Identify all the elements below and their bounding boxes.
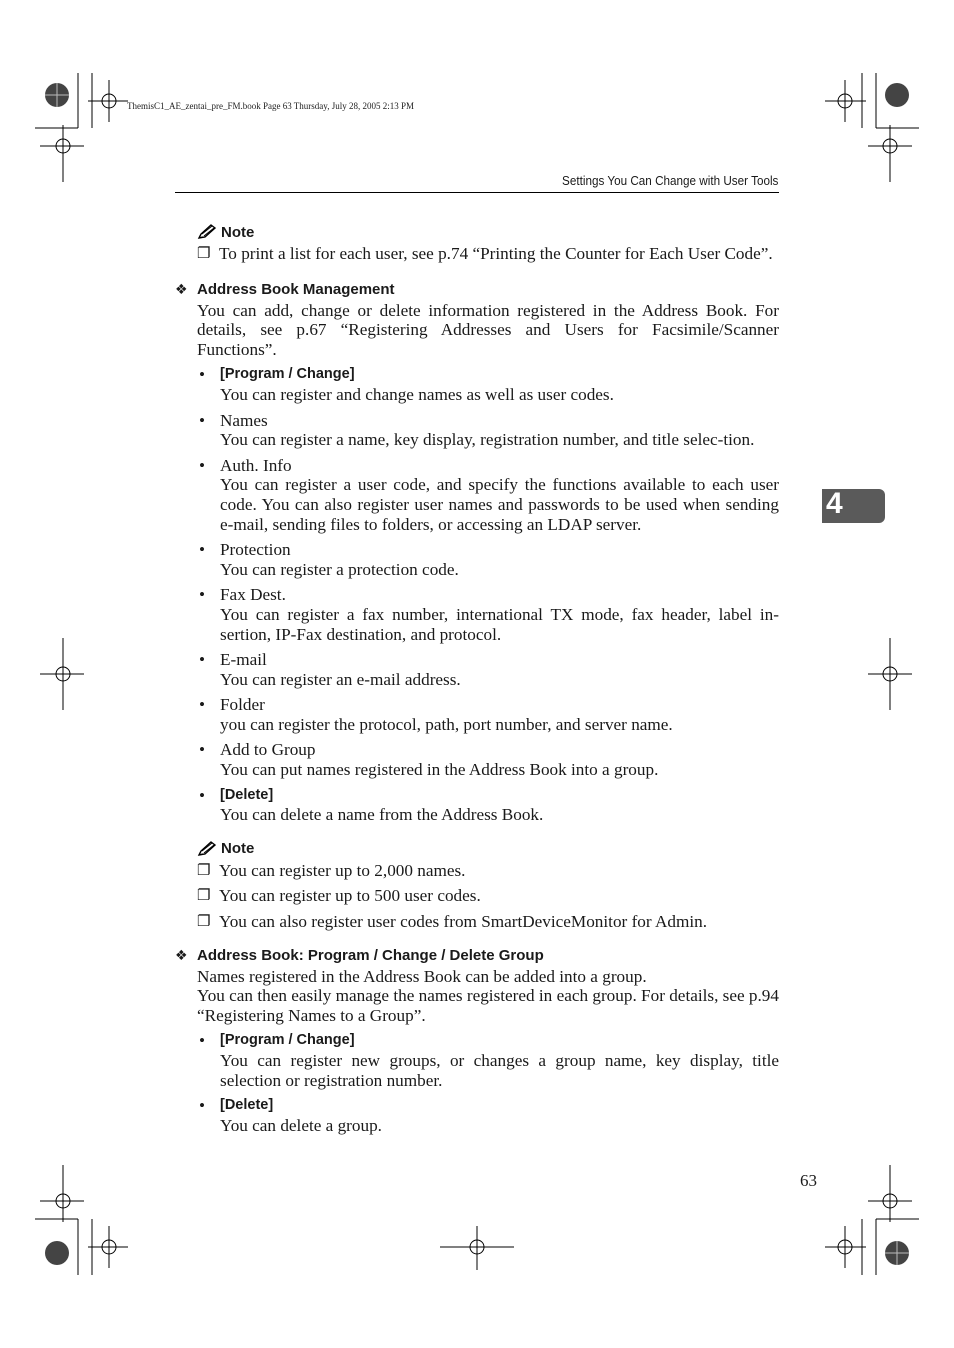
note-text: You can register up to 2,000 names. [219, 860, 466, 880]
section-title: Address Book: Program / Change / Delete Group [197, 947, 544, 965]
item-desc: you can register the protocol, path, port number, and server name. [220, 714, 673, 734]
item-title: Add to Group [220, 740, 316, 760]
section-intro: You can add, change or delete information registered in the Address Book. For details, see p.67 “Registering Addresses and Users for Facsimile/Scanner Functions”. [197, 300, 779, 359]
note-heading [197, 220, 779, 244]
key-label: [Program / Change] [220, 366, 355, 383]
pencil-note-icon [197, 224, 217, 240]
item-desc: You can put names registered in the Address Book into a group. [220, 760, 659, 780]
item-title: Protection [220, 540, 291, 560]
key-label: [Delete] [220, 1097, 274, 1114]
bullet-icon: • [199, 740, 206, 760]
item-title: Fax Dest. [220, 585, 286, 605]
checkbox-icon: ❐ [197, 860, 211, 879]
note-text: You can register up to 500 user codes. [219, 886, 481, 906]
bullet-icon: • [199, 455, 206, 475]
item-desc: You can register an e-mail address. [220, 669, 461, 689]
bullet-icon: • [199, 785, 206, 805]
note-text: To print a list for each user, see p.74 “Printing the Counter for Each User Code”. [219, 244, 773, 263]
bullet-icon: • [199, 695, 206, 715]
bullet-icon: • [199, 540, 206, 560]
header-rule [175, 192, 779, 193]
pencil-note-icon [197, 841, 217, 857]
list-item [197, 650, 779, 689]
note-item [197, 886, 779, 906]
section-heading [175, 279, 779, 301]
item-desc: You can register a protection code. [220, 559, 459, 579]
list-item [197, 740, 779, 779]
item-desc: You can register a name, key display, registration number, and title selec-tion. [220, 430, 755, 450]
item-desc: You can register a user code, and specify the functions available to each user code. You can also register user names and passwords to be used when sending e-mail, sending files to folders, or accessing an LDAP server. [220, 475, 779, 534]
note-item [197, 912, 779, 932]
chapter-number: 4 [826, 487, 843, 520]
key-label: [Delete] [220, 786, 274, 803]
bullet-icon: • [199, 650, 206, 670]
section-intro: You can then easily manage the names registered in each group. For details, see p.94 “Registering Names to a Group”. [197, 986, 779, 1025]
running-header: Settings You Can Change with User Tools [561, 173, 778, 188]
diamond-icon: ❖ [175, 281, 188, 298]
bullet-icon: • [199, 1096, 206, 1116]
note-item [197, 861, 779, 881]
list-item [197, 786, 779, 825]
chapter-tab [822, 489, 885, 523]
list-item [197, 365, 779, 404]
list-item [197, 540, 779, 579]
item-desc: You can delete a name from the Address Book. [220, 805, 544, 825]
item-desc: You can register new groups, or changes a group name, key display, title selection or registration number. [220, 1051, 779, 1090]
note-text: You can also register user codes from SmartDeviceMonitor for Admin. [219, 912, 707, 932]
bullet-icon: • [199, 410, 206, 430]
printer-slug: ThemisC1_AE_zentai_pre_FM.book Page 63 Thursday, July 28, 2005 2:13 PM [127, 101, 414, 111]
section-heading [175, 945, 779, 967]
note-item [197, 244, 779, 264]
note-label: Note [221, 223, 255, 241]
bullet-icon: • [199, 585, 206, 605]
diamond-icon: ❖ [175, 947, 188, 964]
item-title: Folder [220, 695, 265, 715]
list-item [197, 1031, 779, 1090]
note-label: Note [221, 840, 255, 858]
item-title: Auth. Info [220, 455, 292, 475]
list-item [197, 1096, 779, 1135]
note-heading [197, 837, 779, 861]
bullet-icon: • [199, 365, 206, 385]
checkbox-icon: ❐ [197, 912, 211, 931]
key-label: [Program / Change] [220, 1032, 355, 1049]
item-desc: You can register and change names as well as user codes. [220, 384, 614, 404]
list-item [197, 456, 779, 534]
item-title: Names [220, 410, 268, 430]
list-item [197, 585, 779, 644]
page-content [175, 220, 779, 1135]
item-title: E-mail [220, 650, 267, 670]
section-title: Address Book Management [197, 281, 395, 299]
list-item [197, 695, 779, 734]
list-item [197, 411, 779, 450]
checkbox-icon: ❐ [197, 886, 211, 905]
section-intro: Names registered in the Address Book can be added into a group. [197, 966, 647, 986]
page-number: 63 [800, 1171, 817, 1190]
checkbox-icon: ❐ [197, 244, 211, 262]
bullet-icon: • [199, 1031, 206, 1051]
item-desc: You can delete a group. [220, 1115, 382, 1135]
item-desc: You can register a fax number, international TX mode, fax header, label in-sertion, IP-Fax destination, and protocol. [220, 604, 779, 644]
